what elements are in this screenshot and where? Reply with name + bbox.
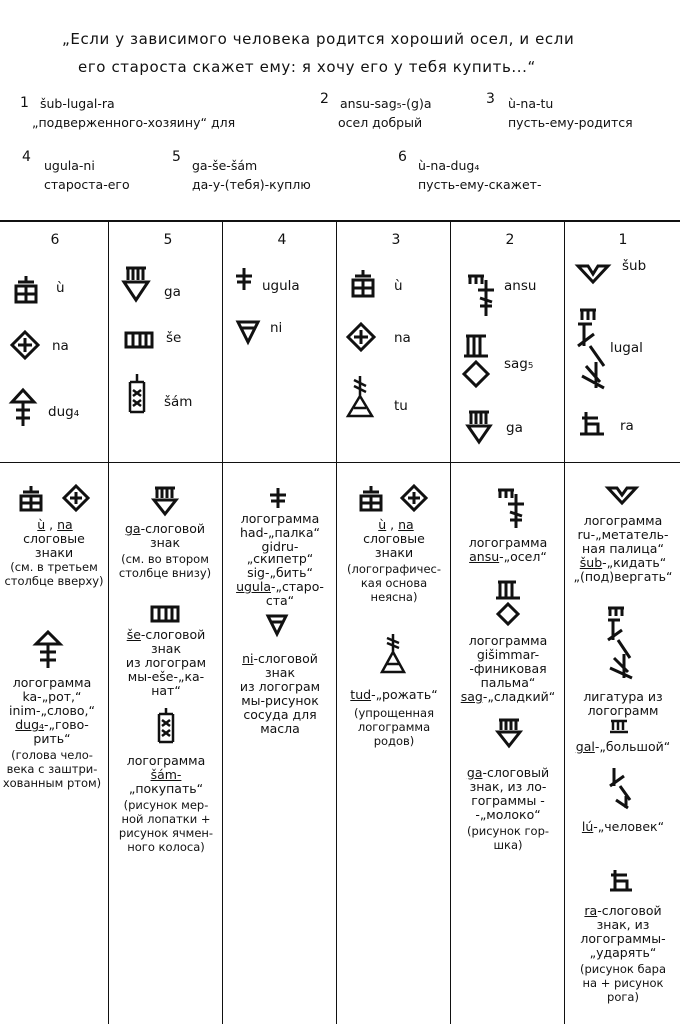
gloss-2-translation: осел добрый [338, 115, 423, 130]
column-number-1: 1 [618, 232, 628, 248]
cuneiform-ugula-sign-icon [234, 266, 254, 292]
cuneiform-sag5-sign-icon [494, 578, 522, 628]
cuneiform-se-sign-icon [150, 604, 180, 624]
cuneiform-ansu-sign-icon [464, 270, 500, 320]
cuneiform-na-sign-icon [62, 484, 90, 512]
sign-label: ni [270, 320, 283, 336]
sign-label: ù [56, 280, 65, 296]
cuneiform-u-sign-icon [358, 484, 384, 512]
gloss-6-translit: ù-na-dug₄ [418, 158, 480, 173]
gloss-4-translit: ugula-ni [44, 158, 95, 173]
gloss-5-translation: да-у-(тебя)-куплю [192, 177, 311, 192]
sign-label: še [166, 330, 182, 346]
sign-label: šám [164, 394, 193, 410]
gloss-6-translation: пусть-ему-скажет- [418, 177, 542, 192]
cuneiform-gal-sign-icon [608, 718, 630, 736]
quote-line-2: его староста скажет ему: я хочу его у тебя купить...“ [78, 58, 536, 76]
sign-label: dug₄ [48, 404, 80, 420]
cuneiform-dug4-sign-icon [10, 388, 36, 428]
sign-label: na [52, 338, 69, 354]
column-divider [450, 222, 451, 1024]
cuneiform-ugula-sign-icon [268, 486, 288, 510]
cuneiform-tu-sign-icon [346, 374, 374, 418]
quote-line-1: „Если у зависимого человека родится хороший осел, и если [62, 30, 575, 48]
cuneiform-se-sign-icon [124, 330, 154, 350]
cuneiform-u-sign-icon [350, 268, 376, 298]
gloss-1: 1 šub-lugal-ra „подверженного-хозяину“ для [20, 95, 236, 130]
cuneiform-sub-sign-icon [576, 262, 610, 286]
column-divider [336, 222, 337, 1024]
cuneiform-lugal-sign-icon [604, 604, 634, 682]
gloss-3-translation: пусть-ему-родится [508, 115, 633, 130]
sign-label: lugal [610, 340, 643, 356]
sign-label: ansu [504, 278, 537, 294]
gloss-1-translit: šub-lugal-ra [40, 96, 115, 111]
gloss-1-translation: „подверженного-хозяину“ для [32, 115, 236, 130]
cuneiform-ra-sign-icon [578, 410, 606, 438]
cuneiform-ka-sign-icon [34, 630, 62, 670]
column-number-3: 3 [391, 232, 401, 248]
gloss-3-translit: ù-na-tu [508, 96, 554, 111]
gloss-4: 4 ugula-ni староста-его [22, 149, 130, 192]
column-number-5: 5 [163, 232, 173, 248]
sign-label: šub [622, 258, 647, 274]
cuneiform-ga-sign-icon [466, 408, 492, 446]
cuneiform-na-sign-icon [400, 484, 428, 512]
cuneiform-tu-sign-icon [380, 632, 406, 674]
header-section [0, 0, 680, 222]
cuneiform-na-sign-icon [346, 322, 376, 352]
sign-label: ugula [262, 278, 300, 294]
cuneiform-lugal-sign-icon [574, 306, 610, 392]
column-number-4: 4 [277, 232, 287, 248]
sign-label: ga [506, 420, 523, 436]
cuneiform-u-sign-icon [12, 274, 40, 304]
row-divider [0, 462, 680, 463]
sign-label: tu [394, 398, 408, 414]
cuneiform-na-sign-icon [10, 330, 40, 360]
column-number-2: 2 [505, 232, 515, 248]
gloss-2-translit: ansu-sag₅-(g)a [340, 96, 432, 111]
cuneiform-sam-sign-icon [122, 372, 152, 416]
sign-label: ra [620, 418, 634, 434]
sign-table: 6 5 4 3 2 1 ù na dug₄ ga še šám ugula ni ù na tu ansu sag₅ ga šub lugal ra ù , na слоговые знаки (см. в третьем столбце вверху) логограмма ka-„рот,“ inim-„слово,“ dug₄-„гово- рить“ (голова чело- века с заштри- хованным ртом) ga-слоговой знак (см. во втором столбце внизу) še-слоговой знак из логограм мы-eše-„ка- нат“ логограмма šám- „покупать“ (рисунок мер- ной лопатки + рисунок ячмен- ного колоса) логограмма had-„палка“ gidru- „скипетр“ sig-„бить“ ugula-„старо- ста“ ni-слоговой знак из логограм мы-рисунок сосуда для масла ù , na слоговые знаки (логографичес- кая основа неясна) tud-„рожать“ (упрощенная логограмма родов) логограмма ansu-„осел“ логограмма gišimmar- -финиковая пальма“ sag-„сладкий“ ga-слоговый знак, из ло- гограммы - -„молоко“ (рисунок гор- шка) логограмма ru-„метатель- ная палица“ šub-„кидать“ „(под)вергать“ лигатура из логограмм gal-„большой“ lú-„человек“ ra-слоговой знак, из логограммы- „ударять“ (рисунок бара на + рисунок рога) [0, 222, 680, 1024]
column-divider [564, 222, 565, 1024]
cuneiform-u-sign-icon [18, 484, 44, 512]
cuneiform-ni-sign-icon [236, 318, 260, 344]
sign-label: ù [394, 278, 403, 294]
cuneiform-sam-sign-icon [152, 706, 180, 746]
gloss-6: 6 ù-na-dug₄ пусть-ему-скажет- [398, 149, 542, 192]
cuneiform-ga-sign-icon [122, 264, 150, 304]
cuneiform-ga-sign-icon [152, 484, 178, 518]
sign-label: ga [164, 284, 181, 300]
gloss-3: 3 ù-na-tu пусть-ему-родится [486, 91, 633, 130]
gloss-5-translit: ga-še-šám [192, 158, 258, 173]
column-number-6: 6 [50, 232, 60, 248]
column-divider [108, 222, 109, 1024]
column-divider [222, 222, 223, 1024]
cuneiform-ansu-sign-icon [494, 484, 528, 532]
cuneiform-ga-sign-icon [496, 716, 522, 750]
gloss-4-translation: староста-его [44, 177, 130, 192]
cuneiform-lu-sign-icon [608, 764, 634, 810]
sign-label: sag₅ [504, 356, 534, 372]
gloss-5: 5 ga-še-šám да-у-(тебя)-куплю [172, 149, 311, 192]
sign-label: na [394, 330, 411, 346]
cuneiform-sub-sign-icon [606, 484, 638, 506]
gloss-2: 2 ansu-sag₅-(g)a осел добрый [320, 91, 432, 130]
cuneiform-ra-sign-icon [608, 868, 634, 894]
cuneiform-sag5-sign-icon [460, 332, 494, 394]
cuneiform-ni-sign-icon [266, 612, 288, 636]
